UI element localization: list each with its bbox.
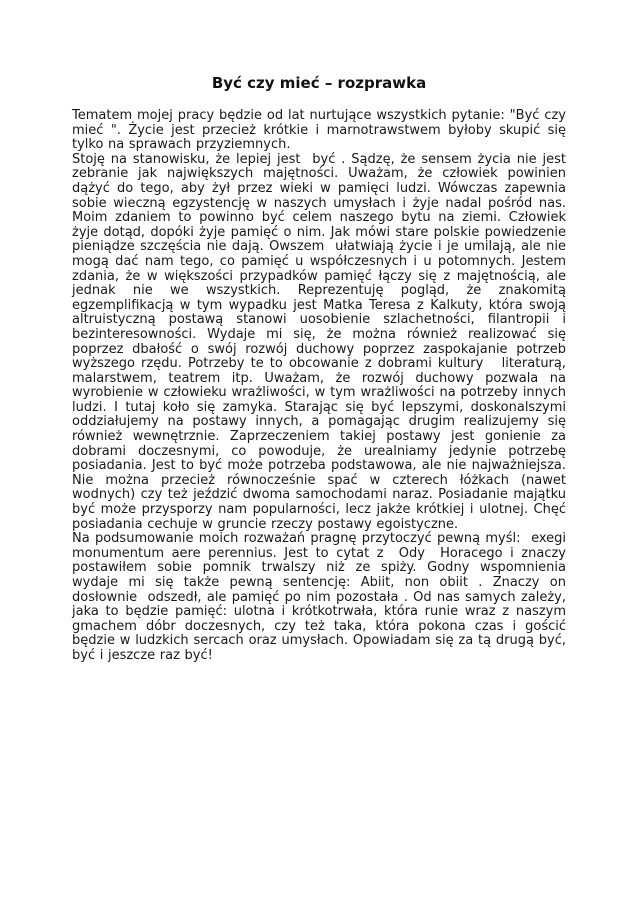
paragraph-conclusion: Na podsumowanie moich rozważań pragnę przytoczyć pewną myśl: exegi monumentum aere perennius. Jest to cytat z Ody Horacego i znaczy postawiłem sobie pomnik trwalszy niż ze spiży. Godny wspomnienia wydaje mi się także pewną sentencję: Abiit, non obiit . Znaczy on dosłownie odszedł, ale pamięć po nim pozostała . Od nas samych zależy, jaka to będzie pamięć: ulotna i krótkotrwała, która runie wraz z naszym gmachem dóbr doczesnych, czy też taka, która pokona czas i gościć będzie w ludzkich sercach oraz umysłach. Opowiadam się za tą drugą być, być i jeszcze raz być!	[72, 531, 571, 663]
paragraph-body: Stoję na stanowisku, że lepiej jest być . Sądzę, że sensem życia nie jest zebranie jak największych majętności. Uważam, że człowiek powinien dążyć do tego, aby żył przez wieki w pamięci ludzi. Wówczas zapewnia sobie wieczną egzystencję w naszych umysłach i żyje nadal pośród nas. Moim zdaniem to powinno być celem naszego bytu na ziemi. Człowiek żyje dotąd, dopóki żyje pamięć o nim. Jak mówi stare polskie powiedzenie pieniądze szczęścia nie dają. Owszem ułatwiają życie i je umilają, ale nie mogą dać nam tego, co pamięć u współczesnych i u potomnych. Jestem zdania, że w większości przypadków pamięć łączy się z majętnością, ale jednak nie we wszystkich. Reprezentuję pogląd, że znakomitą egzemplifikacją w tym wypadku jest Matka Teresa z Kalkuty, która swoją altruistyczną postawą stanowi uosobienie szlachetności, filantropii i bezinteresowności. Wydaje mi się, że można również realizować się poprzez dbałość o swój rozwój duchowy poprzez zaspokajanie potrzeb wyższego rzędu. Potrzeby te to obcowanie z dobrami kultury literaturą, malarstwem, teatrem itp. Uważam, że rozwój duchowy pozwala na wyrobienie w człowieku wrażliwości, w tym wrażliwości na potrzeby innych ludzi. I tutaj koło się zamyka. Starając się być lepszymi, doskonalszymi oddziałujemy na postawy innych, a pomagając drugim realizujemy się również wewnętrznie. Zaprzeczeniem takiej postawy jest gonienie za dobrami doczesnymi, co powoduje, że urealniamy jedynie potrzebę posiadania. Jest to być może potrzeba podstawowa, ale nie najważniejsza. Nie można przecież równocześnie spać w czterech łóżkach (nawet wodnych) czy też jeździć dwoma samochodami naraz. Posiadanie majątku być może przysporzy nam popularności, lecz jakże krótkiej i ulotnej. Chęć posiadania cechuje w gruncie rzeczy postawy egoistyczne.	[72, 151, 571, 532]
paragraph-intro: Tematem mojej pracy będzie od lat nurtujące wszystkich pytanie: "Być czy mieć ". Życie jest przecież krótkie i marnotrawstwem byłoby skupić się tylko na sprawach przyziemnych.	[72, 108, 571, 153]
document-content	[72, 74, 571, 664]
document-title: Być czy mieć – rozprawka	[211, 74, 427, 92]
